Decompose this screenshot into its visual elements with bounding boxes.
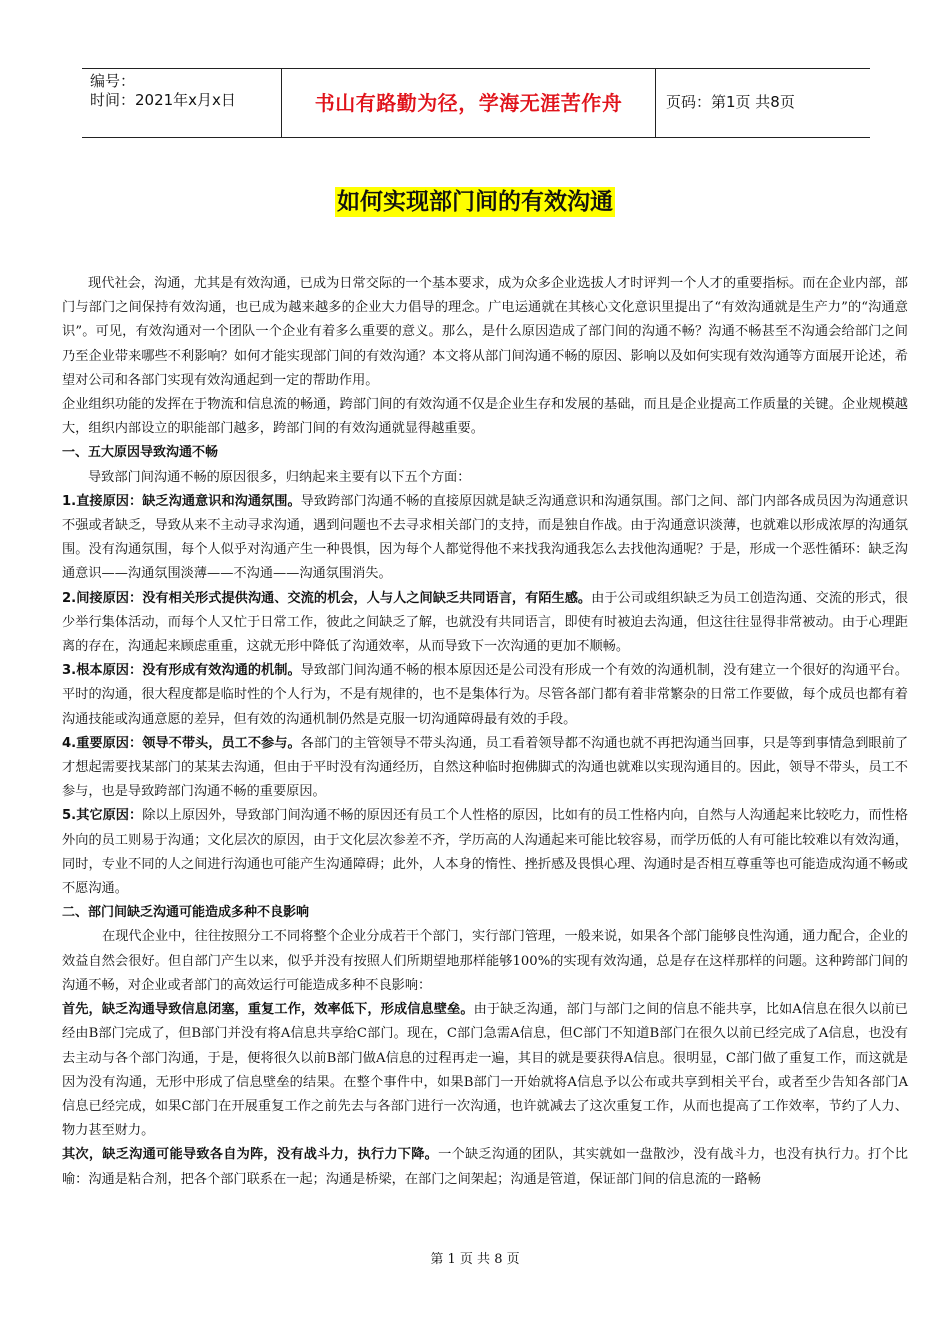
effect-1-heading: 首先，缺乏沟通导致信息闭塞，重复工作，效率低下，形成信息壁垒。 xyxy=(62,1002,474,1018)
reason-3-text: 导致部门间沟通不畅的根本原因还是公司没有形成一个有效的沟通机制，没有建立一个很好的沟通平台。平时的沟通，很大程度都是临时性的个人行为，不是有规律的，也不是集体行为。尽管各部门都有着非常繁杂的日常工作要做，每个成员也都有着沟通技能或沟通意愿的差异，但有效的沟通机制仍然是克服一切沟通障碍最有效的手段。 xyxy=(62,663,909,727)
reason-4 xyxy=(62,732,908,805)
effect-2-heading: 其次，缺乏沟通可能导致各自为阵，没有战斗力，执行力下降。 xyxy=(62,1147,439,1163)
effect-1-text: 由于缺乏沟通，部门与部门之间的信息不能共享，比如A信息在很久以前已经由B部门完成了，但B部门并没有将A信息共享给C部门。现在，C部门急需A信息，但C部门不知道B部门在很久以前已经完成了A信息，也没有去主动与各个部门沟通，于是，便将很久以前B部门做A信息的过程再走一遍，其目的就是要获得A信息。很明显，C部门做了重复工作，而这就是因为没有沟通，无形中形成了信息壁垒的结果。在整个事件中，如果B部门一开始就将A信息予以公布或共享到相关平台，或者至少告知各部门A信息已经完成，如果C部门在开展重复工作之前先去与各部门进行一次沟通，也许就减去了这次重复工作，从而也提高了工作效率，节约了人力、物力甚至财力。 xyxy=(62,1002,908,1139)
effect-1 xyxy=(62,998,908,1143)
section-heading-2: 二、部门间缺乏沟通可能造成多种不良影响 xyxy=(62,905,310,921)
reason-1-text: 导致跨部门沟通不畅的直接原因就是缺乏沟通意识和沟通氛围。部门之间、部门内部各成员因为沟通意识不强或者缺乏，导致从来不主动寻求沟通，遇到问题也不去寻求相关部门的支持，而是独自作战。由于沟通意识淡薄，也就难以形成浓厚的沟通氛围。没有沟通氛围，每个人似乎对沟通产生一种畏惧，因为每个人都觉得他不来找我沟通我怎么去找他沟通呢？于是，形成一个恶性循环：缺乏沟通意识——沟通氛围淡薄——不沟通——沟通氛围消失。 xyxy=(62,493,909,582)
header-motto: 书山有路勤为径，学海无涯苦作舟 xyxy=(282,69,656,137)
reason-1 xyxy=(62,490,908,587)
reason-2 xyxy=(62,587,908,660)
reason-2-heading: 2.间接原因：没有相关形式提供沟通、交流的机会，人与人之间缺乏共同语言，有陌生感。 xyxy=(62,590,592,606)
reason-2-text: 由于公司或组织缺乏为员工创造沟通、交流的形式，很少举行集体活动，而每个人又忙于日常工作，彼此之间缺乏了解，也就没有共同语言，即使有时被迫去沟通，但这往往显得非常被动。由于心理距离的存在，沟通起来顾虑重重，这就无形中降低了沟通效率，从而导致下一次沟通的更加不顺畅。 xyxy=(62,590,909,655)
reason-4-heading: 4.重要原因：领导不带头，员工不参与。 xyxy=(62,735,301,751)
effect-2-text: 一个缺乏沟通的团队，其实就如一盘散沙，没有战斗力，也没有执行力。打个比喻：沟通是粘合剂，把各个部门联系在一起；沟通是桥梁，在部门之间架起；沟通是管道，保证部门间的信息流的一路畅 xyxy=(62,1147,908,1187)
reason-5-text: 除以上原因外，导致部门间沟通不畅的原因还有员工个人性格的原因，比如有的员工性格内向，自然与人沟通起来比较吃力，而性格外向的员工则易于沟通；文化层次的原因，由于文化层次参差不齐，学历高的人沟通起来可能比较容易，而学历低的人有可能比较难以有效沟通，同时，专业不同的人之间进行沟通也可能产生沟通障碍；此外，人本身的惰性、挫折感及畏惧心理、沟通时是否相互尊重等也可能造成沟通不畅或不愿沟通。 xyxy=(62,808,908,897)
document-date: 时间：2021年x月x日 xyxy=(90,91,236,109)
reason-3 xyxy=(62,659,908,732)
section1-intro: 导致部门间沟通不畅的原因很多，归纳起来主要有以下五个方面： xyxy=(88,469,471,485)
page-footer: 第 1 页 共 8 页 xyxy=(430,1252,520,1267)
document-body xyxy=(62,272,908,1192)
header-page-info: 页码：第1页 共8页 xyxy=(666,92,795,111)
reason-1-heading: 1.直接原因：缺乏沟通意识和沟通氛围。 xyxy=(62,493,301,509)
section2-intro: 在现代企业中，往往按照分工不同将整个企业分成若干个部门，实行部门管理，一般来说，如果各个部门能够良性沟通，通力配合，企业的效益自然会很好。但自部门产生以来，似乎并没有按照人们所期望地那样能够100%的实现有效沟通，总是存在这样那样的问题。这种跨部门间的沟通不畅，对企业或者部门的高效运行可能造成多种不良影响： xyxy=(62,929,908,993)
reason-4-text: 各部门的主管领导不带头沟通，员工看着领导都不沟通也就不再把沟通当回事，只是等到事情急到眼前了才想起需要找某部门的某某去沟通，但由于平时没有沟通经历，自然这种临时抱佛脚式的沟通也就难以实现沟通目的。因此，领导不带头，员工不参与，也是导致跨部门沟通不畅的重要原因。 xyxy=(62,735,909,800)
header-left-cell xyxy=(82,69,282,137)
reason-3-heading: 3.根本原因：没有形成有效沟通的机制。 xyxy=(62,663,301,679)
effect-2 xyxy=(62,1143,908,1191)
header-table xyxy=(82,68,870,138)
document-title: 如何实现部门间的有效沟通 xyxy=(337,189,613,215)
section-heading-1: 一、五大原因导致沟通不畅 xyxy=(62,445,219,461)
title-wrapper xyxy=(0,187,950,217)
reason-5-heading: 5.其它原因： xyxy=(62,808,143,824)
intro-paragraph: 现代社会，沟通，尤其是有效沟通，已成为日常交际的一个基本要求，成为众多企业选拔人才时评判一个人才的重要指标。而在企业内部，部门与部门之间保持有效沟通，也已成为越来越多的企业大力倡导的理念。广电运通就在其核心文化意识里提出了“有效沟通就是生产力”的“沟通意识”。可见，有效沟通对一个团队一个企业有着多么重要的意义。那么，是什么原因造成了部门间的沟通不畅？沟通不畅甚至不沟通会给部门之间乃至企业带来哪些不利影响？如何才能实现部门间的有效沟通？本文将从部门间沟通不畅的原因、影响以及如何实现有效沟通等方面展开论述，希望对公司和各部门实现有效沟通起到一定的帮助作用。 xyxy=(62,276,908,388)
document-number-label: 编号： xyxy=(90,72,136,90)
intro-paragraph-2: 企业组织功能的发挥在于物流和信息流的畅通，跨部门间的有效沟通不仅是企业生存和发展的基础，而且是企业提高工作质量的关键。企业规模越大，组织内部设立的职能部门越多，跨部门间的有效沟通就显得越重要。 xyxy=(62,397,908,437)
reason-5 xyxy=(62,804,908,901)
